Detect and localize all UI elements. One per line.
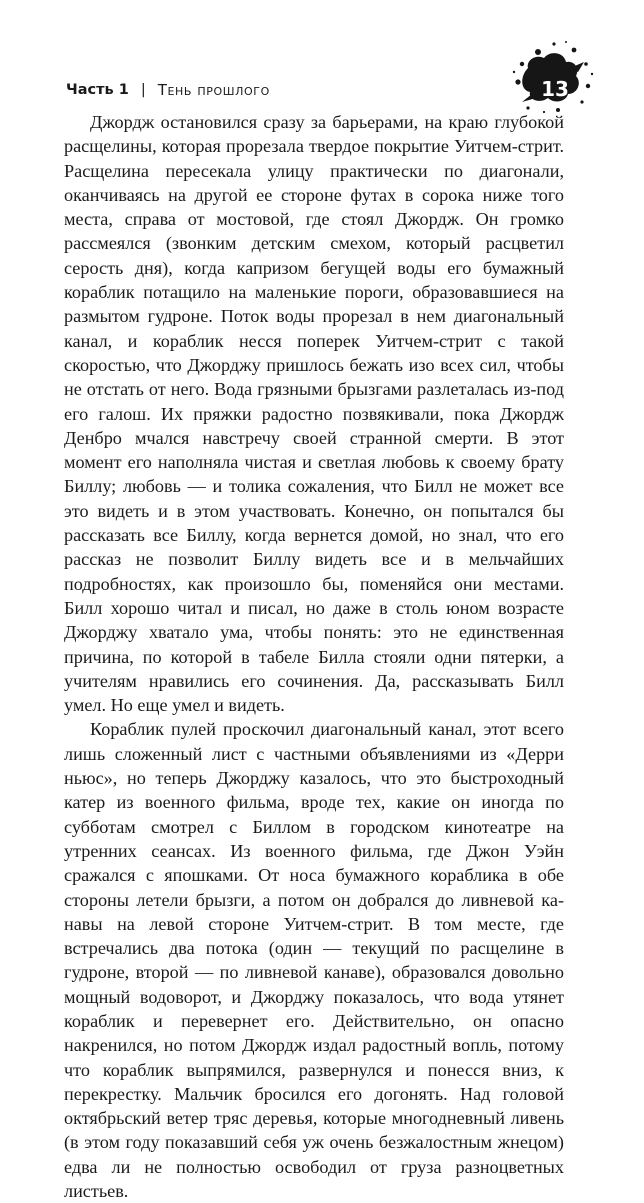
header-separator: |	[140, 82, 146, 98]
paragraph-2: Кораблик пулей проскочил диагональный канал, этот всего лишь сложенный лист с частными объявлениями из «Дерри ньюс», но теперь Джорджу казалось, что это быстроходный катер из военного фильма, вроде тех, какие он иногда по субботам смотрел с Биллом в городском кинотеатре на утренних сеансах. Из военного фильма, где Джон Уэйн сражался с япошками. От носа бумажного кораблика в обе стороны летели брызги, а потом он добрался до ливневой канавы на левой стороне Уитчем-стрит. В том месте, где встречались два потока (один — текущий по расщелине в гудроне, второй — по ливневой канаве), образовался довольно мощный водоворот, и Джорджу показалось, что вода утянет кораблик и перевернет его. Действительно, он опасно накренился, но потом Джордж издал радостный вопль, потому что кораблик выпрямился, развернулся и понесся вниз, к перекрестку. Мальчик бросился его догонять. Над головой октябрьский ветер тряс деревья, которые многодневный ливень (в этом году показавший себя уж очень безжалостным жнецом) едва ли не полностью освободил от груза разноцветных листьев.	[64, 719, 564, 1202]
part-label: Часть 1	[66, 82, 129, 98]
chapter-title: Тень прошлого	[157, 81, 270, 99]
running-header	[66, 78, 546, 102]
page-body	[64, 110, 564, 1203]
page-number: 13	[541, 77, 569, 101]
paragraph-1: Джордж остановился сразу за барьерами, на краю глубокой расщелины, которая прорезала твердое покрытие Уитчем-стрит. Расщелина пересекала улицу практически по диагонали, оканчиваясь на другой ее стороне футах в сорока ниже того места, справа от мостовой, где стоял Джордж. Он громко рассмеялся (звонким детским смехом, который расцветил серость дня), когда капризом бегущей воды его бумажный кораблик потащило на маленькие пороги, образовавшиеся на размытом гудроне. Поток воды прорезал в нем диагональный канал, и кораблик несся поперек Уитчем-стрит с такой скоростью, что Джорджу пришлось бежать изо всех сил, чтобы не отстать от него. Вода грязными брызгами разлеталась из-под его галош. Их пряжки радостно позвякивали, пока Джордж Денбро мчался навстречу своей странной смерти. В этот момент его наполняла чистая и светлая любовь к своему брату Биллу; любовь — и толика сожаления, что Билл не может все это видеть и в этом участвовать. Конечно, он попытался бы рассказать все Биллу, когда вернется домой, но знал, что его рассказ не позволит Биллу видеть все и в мельчайших подробностях, как произошло бы, поменяйся они местами. Билл хорошо читал и писал, но даже в столь юном возрасте Джорджу хватало ума, чтобы понять: это не единственная причина, по которой в табеле Билла стояли одни пятерки, а учителям нравились его сочинения. Да, рассказывать Билл умел. Но еще умел и видеть.	[64, 112, 564, 716]
